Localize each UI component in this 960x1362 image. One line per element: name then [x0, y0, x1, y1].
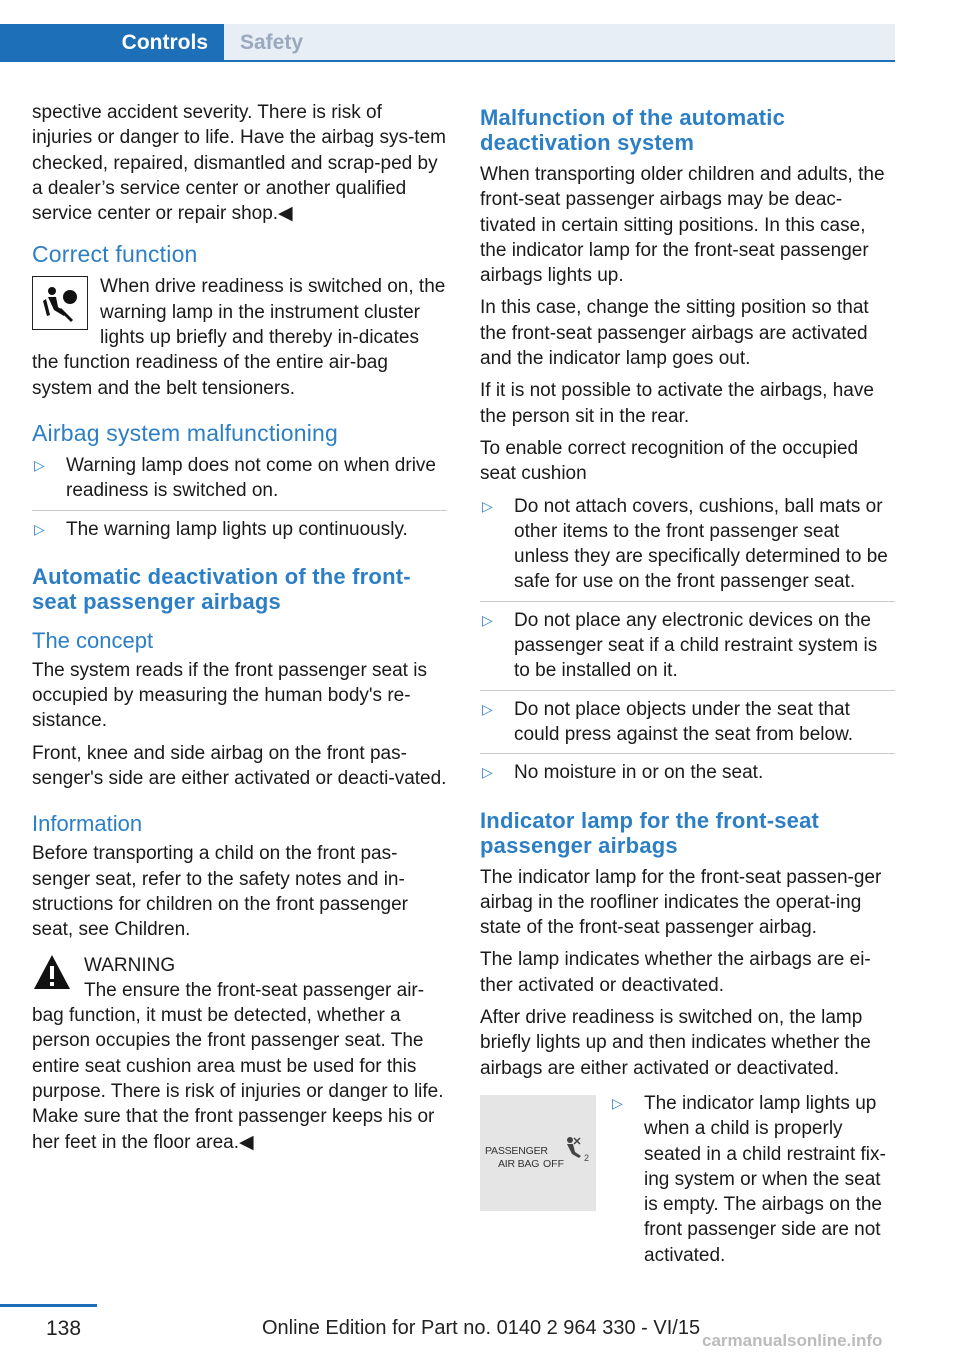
tab-controls: Controls — [0, 24, 224, 62]
airbag-off-icon — [564, 1135, 592, 1165]
triangle-bullet-icon: ▷ — [482, 497, 493, 514]
heading-airbag-malfunction: Airbag system malfunctioning — [32, 419, 339, 446]
concept-paragraph-1: The system reads if the front passenger seat is occupied by measuring the human body's re‐sistance. — [32, 659, 427, 732]
chapter-header — [0, 0, 895, 62]
list-item: ▷ Do not place any electronic devices on the passenger seat if a child restraint system is to be installed on it. — [480, 608, 895, 691]
tab-safety: Safety — [224, 24, 895, 62]
list-item: ▷ The warning lamp lights up continuously. — [32, 517, 447, 548]
right-paragraph-3: If it is not possible to activate the airbags, have the person sit in the rear. — [480, 380, 874, 427]
right-column — [480, 100, 895, 1284]
warning-text: The ensure the front-seat passenger air‐bag function, it must be detected, whether a person occupies the front passenger seat. The entire seat cushion area must be used for this purpose. There is risk of injuries or danger to life. Make sure that the front passenger keeps his or her feet in the floor area.◀ — [32, 979, 444, 1153]
seat-recognition-list — [480, 494, 895, 792]
right-paragraph-1: When transporting older children and adults, the front-seat passenger airbags may be deac‐tivated in certain sitting positions. In this case, the indicator lamp for the front-seat passenger airbags lights up. — [480, 164, 885, 287]
watermark: carmanualsonline.info — [702, 1331, 883, 1350]
heading-malfunction-deactivation: Malfunction of the automatic deactivation system — [480, 105, 786, 155]
correct-function-block — [32, 274, 447, 400]
page-number: 138 — [46, 1317, 82, 1340]
right-paragraph-4: To enable correct recognition of the occupied seat cushion — [480, 437, 859, 485]
list-item: ▷ Do not place objects under the seat that could press against the seat from below. — [480, 697, 895, 755]
correct-function-text: When drive readiness is switched on, the warning lamp in the instrument cluster lights up briefly and thereby in‐dicates the function readiness of the entire air‐bag system and the belt tensioners. — [32, 276, 446, 399]
concept-paragraph-2: Front, knee and side airbag on the front pas‐senger's side are either activated or deacti‐vated. — [32, 742, 447, 790]
warning-title: WARNING — [84, 954, 176, 976]
indicator-list — [610, 1091, 895, 1274]
header-rule — [0, 60, 895, 62]
triangle-bullet-icon: ▷ — [482, 700, 493, 717]
airbag-warning-icon — [32, 276, 88, 330]
list-item: ▷ No moisture in or on the seat. — [480, 760, 895, 791]
right-paragraph-6: The lamp indicates whether the airbags are ei‐ther activated or deactivated. — [480, 949, 871, 996]
heading-the-concept: The concept — [32, 627, 154, 653]
triangle-bullet-icon: ▷ — [482, 764, 493, 781]
triangle-bullet-icon: ▷ — [34, 520, 45, 537]
heading-information: Information — [32, 811, 143, 837]
warning-triangle-icon — [32, 953, 72, 993]
list-item: ▷ The indicator lamp lights up when a child is properly seated in a child restraint fix‐ing system or when the seat is empty. The airbags on the front passenger side are not activated. — [612, 1092, 886, 1266]
footer-rule — [0, 1304, 97, 1307]
triangle-bullet-icon: ▷ — [612, 1094, 623, 1111]
intro-paragraph: spective accident severity. There is risk of injuries or danger to life. Have the airbag sys‐tem checked, repaired, dismantled and scrap‐ped by a dealer’s service center or another qualified service center or repair shop.◀ — [32, 102, 446, 225]
list-item: ▷ Do not attach covers, cushions, ball mats or other items to the front passenger seat unless they are specifically determined to be safe for use on the front passenger seat. — [480, 494, 895, 602]
heading-automatic-deactivation: Automatic deactivation of the front-seat passenger airbags — [32, 563, 411, 614]
svg-text:2: 2 — [584, 1152, 590, 1163]
heading-correct-function: Correct function — [32, 241, 198, 268]
right-paragraph-7: After drive readiness is switched on, the lamp briefly lights up and then indicates whether the airbags are either activated or deactivated. — [480, 1007, 871, 1079]
information-paragraph: Before transporting a child on the front pas‐senger seat, refer to the safety notes and in‐structions for children on the front passenger seat, see Children. — [32, 843, 408, 941]
left-column — [32, 100, 447, 1155]
right-paragraph-5: The indicator lamp for the front-seat passen‐ger airbag in the roofliner indicates the operat‐ing state of the front-seat passenger airbag. — [480, 866, 882, 939]
triangle-bullet-icon: ▷ — [34, 456, 45, 473]
triangle-bullet-icon: ▷ — [482, 611, 493, 628]
indicator-figure-block — [480, 1091, 895, 1284]
edition-text: Online Edition for Part no. 0140 2 964 330 - VI/15 — [262, 1317, 701, 1339]
heading-indicator-lamp: Indicator lamp for the front-seat passenger airbags — [480, 807, 820, 858]
warning-block — [32, 953, 447, 1155]
passenger-airbag-off-image: PASSENGER AIR BAG OFF 2 — [480, 1095, 596, 1211]
malfunction-list — [32, 453, 447, 548]
right-paragraph-2: In this case, change the sitting position so that the front-seat passenger airbags are activated and the indicator lamp goes out. — [480, 297, 869, 370]
list-item: ▷ Warning lamp does not come on when drive readiness is switched on. — [32, 453, 447, 511]
